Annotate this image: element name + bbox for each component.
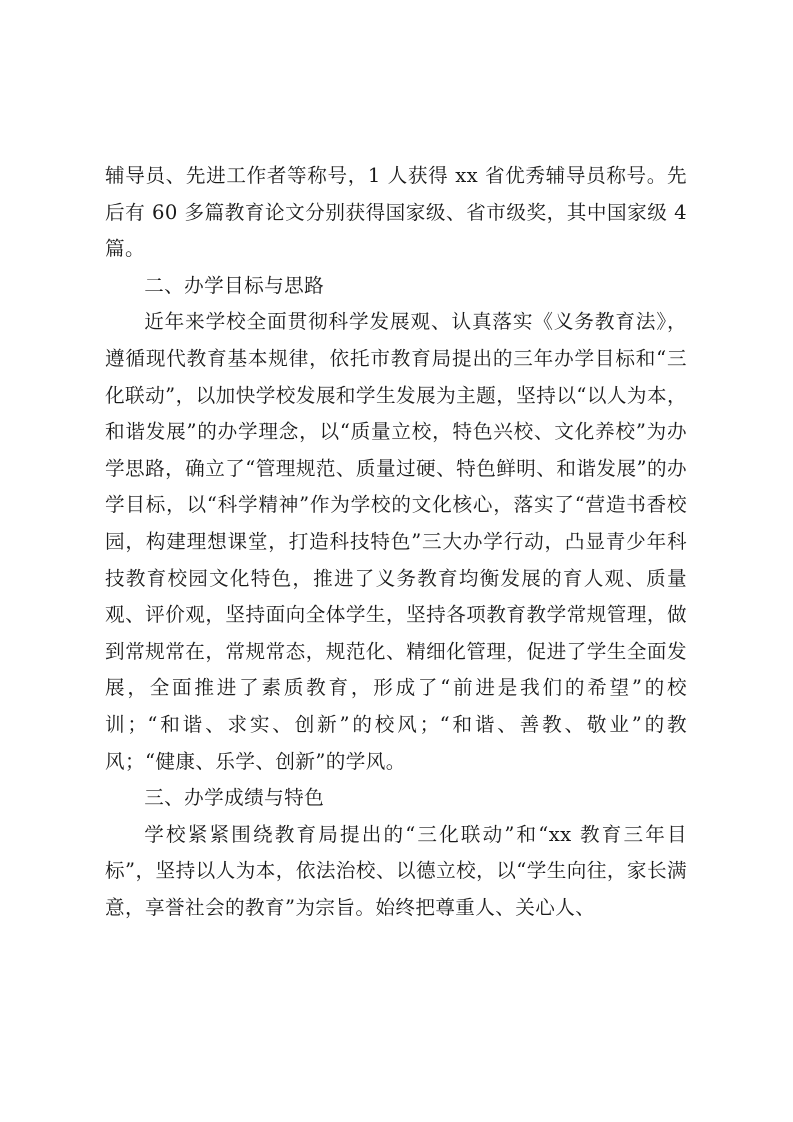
paragraph-continued: 辅导员、先进工作者等称号，1 人获得 xx 省优秀辅导员称号。先后有 60 多篇教育论文分别获得国家级、省市级奖，其中国家级 4 篇。 [105, 164, 687, 261]
paragraph-achievements: 学校紧紧围绕教育局提出的“三化联动”和“xx 教育三年目标”，坚持以人为本，依法治校、以德立校，以“学生向往，家长满意，享誉社会的教育”为宗旨。始终把尊重人、关心人、 [105, 822, 687, 919]
section-heading-achievements: 三、办学成绩与特色 [144, 786, 325, 810]
document-body [105, 158, 687, 926]
section-heading-goals: 二、办学目标与思路 [144, 273, 325, 297]
paragraph-goals: 近年来学校全面贯彻科学发展观、认真落实《义务教育法》，遵循现代教育基本规律，依托市教育局提出的三年办学目标和“三化联动”，以加快学校发展和学生发展为主题，坚持以“以人为本，和谐发展”的办学理念，以“质量立校，特色兴校、文化养校”为办学思路，确立了“管理规范、质量过硬、特色鲜明、和谐发展”的办学目标，以“科学精神”作为学校的文化核心，落实了“营造书香校园，构建理想课堂，打造科技特色”三大办学行动，凸显青少年科技教育校园文化特色，推进了义务教育均衡发展的育人观、质量观、评价观，坚持面向全体学生，坚持各项教育教学常规管理，做到常规常在，常规常态，规范化、精细化管理，促进了学生全面发展，全面推进了素质教育，形成了“前进是我们的希望”的校训；“和谐、求实、创新”的校风；“和谐、善教、敬业”的教风；“健康、乐学、创新”的学风。 [105, 310, 687, 773]
